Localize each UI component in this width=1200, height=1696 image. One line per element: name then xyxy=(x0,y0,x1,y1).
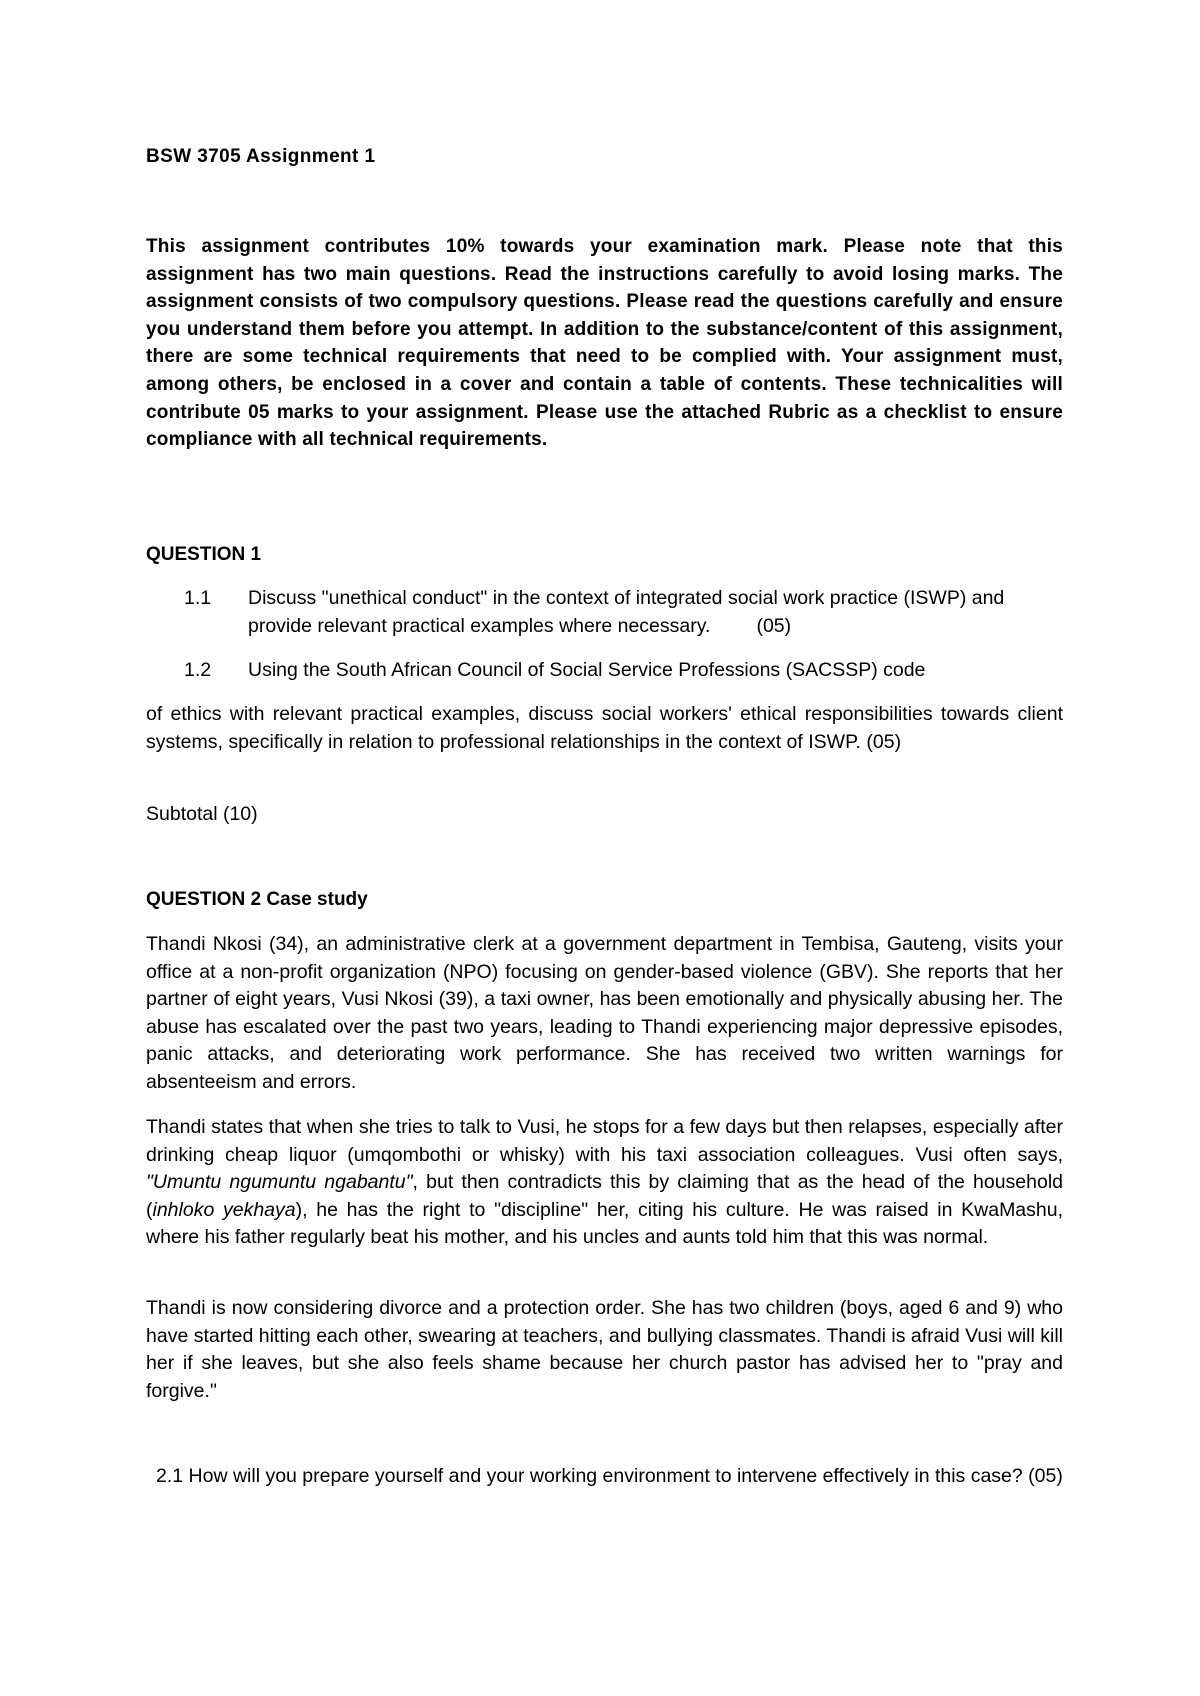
question-1-1 xyxy=(184,585,1063,640)
question-number: 1.2 xyxy=(184,659,212,681)
case-quote: "Umuntu ngumuntu ngabantu" xyxy=(146,1171,413,1194)
assignment-instructions: This assignment contributes 10% towards your examination mark. Please note that this assignment has two main questions. Read the instructions carefully to avoid losing marks. The assignment consists of two compulsory questions. Please read the questions carefully and ensure you understand them before you attempt. In addition to the substance/content of this assignment, there are some technical requirements that need to be complied with. Your assignment must, among others, be enclosed in a cover and contain a table of contents. These technicalities will contribute 05 marks to your assignment. Please use the attached Rubric as a checklist to ensure compliance with all technical requirements. xyxy=(146,236,1063,451)
question-number: 1.1 xyxy=(184,587,212,609)
question-text: Using the South African Council of Social Service Professions (SACSSP) code xyxy=(248,659,926,681)
question-1-heading: QUESTION 1 xyxy=(146,544,262,565)
case-term: inhloko yekhaya xyxy=(152,1198,296,1221)
question-1-2-continuation: of ethics with relevant practical examples, discuss social workers' ethical responsibilities towards client systems, specifically in relation to professional relationships in the context of ISWP. (05) xyxy=(146,703,1063,753)
question-1-2 xyxy=(184,657,1063,685)
case-study-paragraph: Thandi Nkosi (34), an administrative clerk at a government department in Tembisa, Gauteng, visits your office at a non-profit organization (NPO) focusing on gender-based violence (GBV). She reports that her partner of eight years, Vusi Nkosi (39), a taxi owner, has been emotionally and physically abusing her. The abuse has escalated over the past two years, leading to Thandi experiencing major depressive episodes, panic attacks, and deteriorating work performance. She has received two written warnings for absenteeism and errors. xyxy=(146,933,1063,1093)
question-marks: (05) xyxy=(756,614,792,637)
case-study-paragraph: Thandi states that when she tries to talk to Vusi, he stops for a few days but then relapses, especially after drinking cheap liquor (umqombothi or whisky) with his taxi association colleagues. Vusi often says, "Umuntu ngumuntu ngabantu", but then contradicts this by claiming that as the head of the household (inhloko yekhaya), he has the right to "discipline" her, citing his culture. He was raised in KwaMashu, where his father regularly beat his mother, and his uncles and aunts told him that this was normal. xyxy=(146,1116,1064,1249)
question-2-heading: QUESTION 2 Case study xyxy=(146,889,368,910)
question-2-1: 2.1 How will you prepare yourself and your working environment to intervene effectively in this case? (05) xyxy=(156,1465,1063,1487)
document-title: BSW 3705 Assignment 1 xyxy=(146,146,376,167)
question-text: Discuss "unethical conduct" in the context of integrated social work practice (ISWP) and provide relevant practical examples where necessary. (05) xyxy=(248,587,1005,637)
question-1-subtotal: Subtotal (10) xyxy=(146,803,258,825)
case-study-paragraph: Thandi is now considering divorce and a protection order. She has two children (boys, aged 6 and 9) who have started hitting each other, swearing at teachers, and bullying classmates. Thandi is afraid Vusi will kill her if she leaves, but she also feels shame because her church pastor has advised her to "pray and forgive." xyxy=(146,1297,1063,1402)
